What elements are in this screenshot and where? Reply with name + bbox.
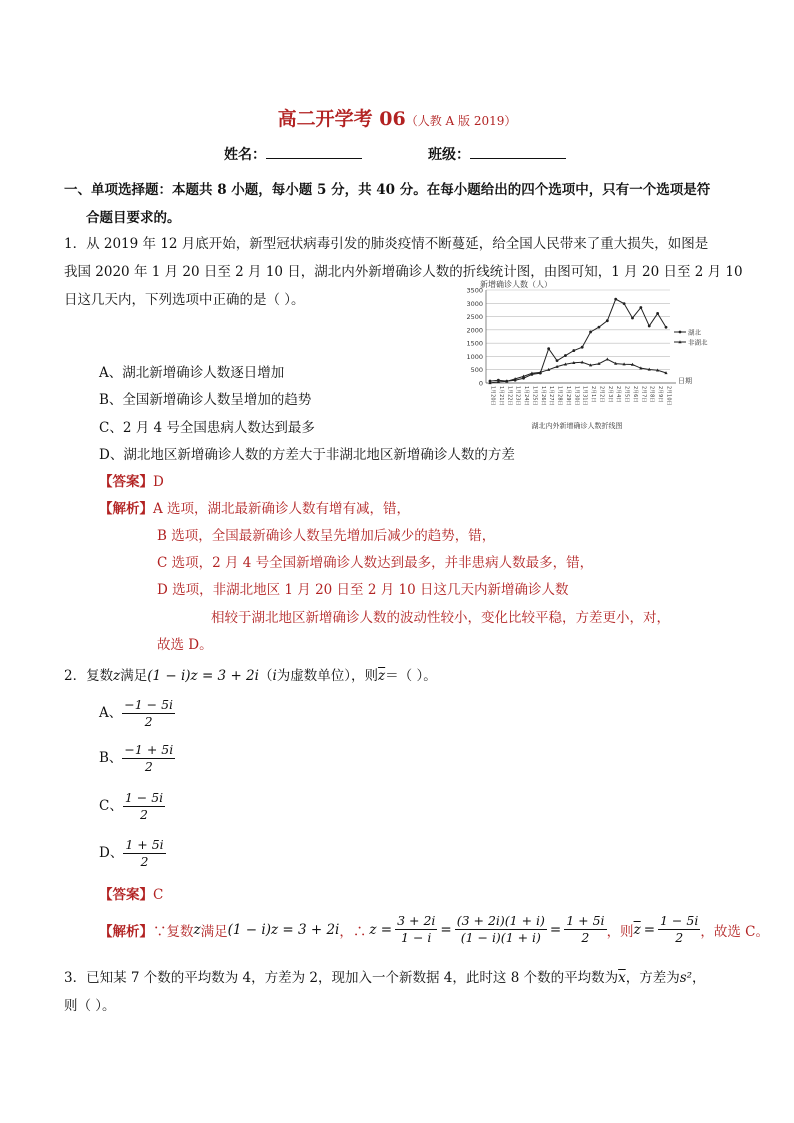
q2-stem xyxy=(64,664,437,684)
frac-denominator: 2 xyxy=(144,714,153,729)
x-tick-label: 1月21日 xyxy=(497,386,504,406)
q3-var-xbar: $\overline{x}$ xyxy=(618,970,626,986)
q1-analysis-conclusion: 故选 D。 xyxy=(157,637,213,653)
q1-stem-line1: 1．从 2019 年 12 月底开始，新型冠状病毒引发的肺炎疫情不断蔓延，给全国人民带来了重大损失，如图是 xyxy=(64,236,709,252)
q2-stem-b: 满足 xyxy=(120,668,148,684)
q2-analysis-frac3 xyxy=(564,913,606,946)
q2-analysis-zeq: z = xyxy=(369,921,393,938)
frac-denominator: 2 xyxy=(581,930,590,945)
q2-analysis xyxy=(99,913,769,946)
q3-stem-c: ， xyxy=(692,970,706,986)
line-chart xyxy=(462,278,712,433)
q2-option-c-label: C、 xyxy=(99,798,123,814)
name-blank xyxy=(266,144,362,159)
x-tick-label: 1月31日 xyxy=(581,386,588,406)
x-tick-label: 1月26日 xyxy=(539,386,546,406)
q1-analysis-tag: 【解析】 xyxy=(99,501,153,517)
legend-label: 湖北 xyxy=(688,328,701,337)
q2-option-d xyxy=(99,837,166,870)
x-tick-label: 2月1日 xyxy=(590,386,597,403)
q1-option-b: B、全国新增确诊人数呈增加的趋势 xyxy=(99,392,312,408)
frac-denominator: (1 − i)(1 + i) xyxy=(460,930,541,945)
legend-marker xyxy=(679,331,682,334)
frac-numerator: (3 + 2i)(1 + i) xyxy=(456,913,545,928)
frac-numerator: 1 − 5i xyxy=(660,913,699,928)
x-tick-label: 1月27日 xyxy=(548,386,555,406)
data-point xyxy=(572,349,575,352)
frac-denominator: 2 xyxy=(675,930,684,945)
data-point xyxy=(606,319,609,322)
section-header-line1: 一、单项选择题：本题共 8 小题，每小题 5 分，共 40 分。在每小题给出的四个选项中，只有一个选项是符 xyxy=(64,182,711,198)
q2-var-i: i xyxy=(272,668,277,684)
frac-denominator: 1 − i xyxy=(401,930,432,945)
title-main: 高二开学考 06 xyxy=(277,108,406,130)
q1-analysis-b: B 选项，全国最新确诊人数呈先增加后减少的趋势，错， xyxy=(157,528,496,544)
q2-stem-d: 为虚数单位），则 xyxy=(276,668,379,684)
y-tick-label: 1000 xyxy=(466,352,483,361)
legend-label: 非湖北 xyxy=(688,338,708,347)
q2-answer-value: C xyxy=(153,887,164,903)
x-axis-label: 日期 xyxy=(678,377,692,385)
x-tick-label: 1月20日 xyxy=(489,386,496,406)
data-point xyxy=(614,298,617,301)
q1-option-d: D、湖北地区新增确诊人数的方差大于非湖北地区新增确诊人数的方差 xyxy=(99,447,515,463)
y-tick-label: 1500 xyxy=(466,339,483,348)
q1-answer-value: D xyxy=(153,474,164,490)
chart-caption: 湖北内外新增确诊人数折线图 xyxy=(531,422,623,430)
q2-answer-tag: 【答案】 xyxy=(99,887,153,903)
q2-option-b xyxy=(99,742,175,775)
q3-stem-line1 xyxy=(64,966,706,986)
x-tick-label: 2月8日 xyxy=(648,386,655,403)
q2-option-a xyxy=(99,697,175,730)
frac-denominator: 2 xyxy=(140,807,148,822)
data-point xyxy=(639,306,642,309)
q2-analysis-zbar: $\overline{z}$ xyxy=(633,921,641,938)
y-tick-label: 500 xyxy=(470,366,483,375)
data-point xyxy=(665,326,668,329)
q2-option-c-frac xyxy=(123,790,165,823)
x-tick-label: 1月30日 xyxy=(573,386,580,406)
q1-chart xyxy=(462,278,712,433)
q2-stem-e: ＝（ ）。 xyxy=(385,668,437,684)
x-tick-label: 1月25日 xyxy=(531,386,538,406)
frac-denominator: 2 xyxy=(140,854,149,869)
y-tick-label: 3000 xyxy=(466,299,483,308)
q1-answer xyxy=(99,470,164,490)
q3-stem-b: ，方差为 xyxy=(625,970,680,986)
x-tick-label: 1月24日 xyxy=(523,386,530,406)
q2-analysis-t1: ∵复数 xyxy=(153,923,194,940)
q2-option-d-frac xyxy=(123,837,165,870)
q3-var-s2: s² xyxy=(679,970,693,986)
y-tick-label: 2500 xyxy=(466,313,483,322)
data-point xyxy=(606,357,609,360)
q2-option-c xyxy=(99,790,165,823)
q2-option-a-label: A、 xyxy=(99,705,123,721)
frac-numerator: 1 + 5i xyxy=(125,837,164,852)
q1-analysis-c: C 选项，2 月 4 号全国新增确诊人数达到最多，并非患病人数最多，错， xyxy=(157,555,594,571)
data-point xyxy=(556,359,559,362)
q1-stem-line3: 日这几天内，下列选项中正确的是（ ）。 xyxy=(64,292,305,308)
class-field xyxy=(428,144,566,164)
frac-numerator: −1 + 5i xyxy=(124,742,174,757)
data-point xyxy=(564,354,567,357)
q1-stem-line2: 我国 2020 年 1 月 20 日至 2 月 10 日，湖北内外新增确诊人数的折线统计图，由图可知，1 月 20 日至 2 月 10 xyxy=(64,264,743,280)
q1-analysis-d: D 选项，非湖北地区 1 月 20 日至 2 月 10 日这几天内新增确诊人数 xyxy=(157,582,569,598)
data-point xyxy=(631,317,634,320)
section-header-line2: 合题目要求的。 xyxy=(86,210,181,226)
x-tick-label: 2月2日 xyxy=(598,386,605,403)
q2-option-d-label: D、 xyxy=(99,845,124,861)
q2-analysis-frac2 xyxy=(455,913,547,946)
q2-stem-c: （ xyxy=(258,668,273,684)
x-tick-label: 1月28日 xyxy=(556,386,563,406)
chart-title: 新增确诊人数（人） xyxy=(480,280,552,289)
q2-analysis-t4: ，则 xyxy=(606,923,634,940)
equals-sign: = xyxy=(440,921,452,938)
data-point xyxy=(656,312,659,315)
series-line-1 xyxy=(490,359,666,383)
q2-stem-a: 2．复数 xyxy=(64,668,114,684)
data-point xyxy=(547,347,550,350)
q2-option-b-frac xyxy=(122,742,175,775)
x-tick-label: 1月22日 xyxy=(506,386,513,406)
q2-analysis-t3: ，∴ xyxy=(339,923,367,940)
frac-denominator: 2 xyxy=(144,759,153,774)
x-tick-label: 1月29日 xyxy=(564,386,571,406)
y-tick-label: 3500 xyxy=(466,286,483,295)
title-subtitle: （人教 A 版 2019） xyxy=(405,114,517,128)
q1-analysis-line1 xyxy=(99,497,410,517)
x-tick-label: 2月6日 xyxy=(631,386,638,403)
q2-analysis-frac4 xyxy=(658,913,700,946)
q3-stem-a: 3．已知某 7 个数的平均数为 4，方差为 2，现加入一个新数据 4，此时这 8 个数的平均数为 xyxy=(64,970,619,986)
x-tick-label: 1月23日 xyxy=(514,386,521,406)
q1-option-c: C、2 月 4 号全国患病人数达到最多 xyxy=(99,420,315,436)
q2-analysis-tag: 【解析】 xyxy=(99,923,153,940)
q2-analysis-t2: 满足 xyxy=(200,923,228,940)
frac-numerator: 3 + 2i xyxy=(397,913,436,928)
data-point xyxy=(589,331,592,334)
name-field xyxy=(224,144,362,164)
data-point xyxy=(648,325,651,328)
q2-analysis-z: z xyxy=(193,921,201,938)
q3-stem-line2: 则（ ）。 xyxy=(64,998,116,1014)
x-tick-label: 2月5日 xyxy=(623,386,630,403)
q1-analysis-a: A 选项，湖北最新确诊人数有增有减，错， xyxy=(153,501,411,517)
q2-answer xyxy=(99,883,163,903)
class-blank xyxy=(470,144,566,159)
frac-numerator: −1 − 5i xyxy=(124,697,174,712)
y-tick-label: 2000 xyxy=(466,326,483,335)
q2-analysis-eq: (1 − i)z = 3 + 2i xyxy=(227,921,340,938)
y-tick-label: 0 xyxy=(478,379,483,388)
frac-numerator: 1 − 5i xyxy=(124,790,164,805)
equals-sign: = xyxy=(643,921,655,938)
frac-numerator: 1 + 5i xyxy=(566,913,605,928)
data-point xyxy=(598,326,601,329)
q2-equation: (1 − i)z = 3 + 2i xyxy=(147,668,259,684)
x-tick-label: 2月10日 xyxy=(665,386,672,406)
q2-analysis-t5: ，故选 C。 xyxy=(700,923,769,940)
data-point xyxy=(623,302,626,305)
q1-analysis-d-cont: 相较于湖北地区新增确诊人数的波动性较小，变化比较平稳，方差更小，对， xyxy=(211,610,670,626)
x-tick-label: 2月4日 xyxy=(615,386,622,403)
q2-var-z: z xyxy=(113,668,121,684)
equals-sign: = xyxy=(549,921,562,938)
name-label: 姓名： xyxy=(224,147,266,163)
class-label: 班级： xyxy=(428,147,470,163)
x-tick-label: 2月3日 xyxy=(606,386,613,403)
page-title xyxy=(0,104,794,131)
q2-var-zbar: $\overline{z}$ xyxy=(378,668,386,684)
q2-analysis-frac1 xyxy=(395,913,437,946)
q2-option-a-frac xyxy=(122,697,175,730)
q1-answer-tag: 【答案】 xyxy=(99,474,153,490)
data-point xyxy=(581,346,584,349)
x-tick-label: 2月7日 xyxy=(640,386,647,403)
q2-option-b-label: B、 xyxy=(99,750,123,766)
q1-option-a: A、湖北新增确诊人数逐日增加 xyxy=(99,365,285,381)
x-tick-label: 2月9日 xyxy=(657,386,664,403)
